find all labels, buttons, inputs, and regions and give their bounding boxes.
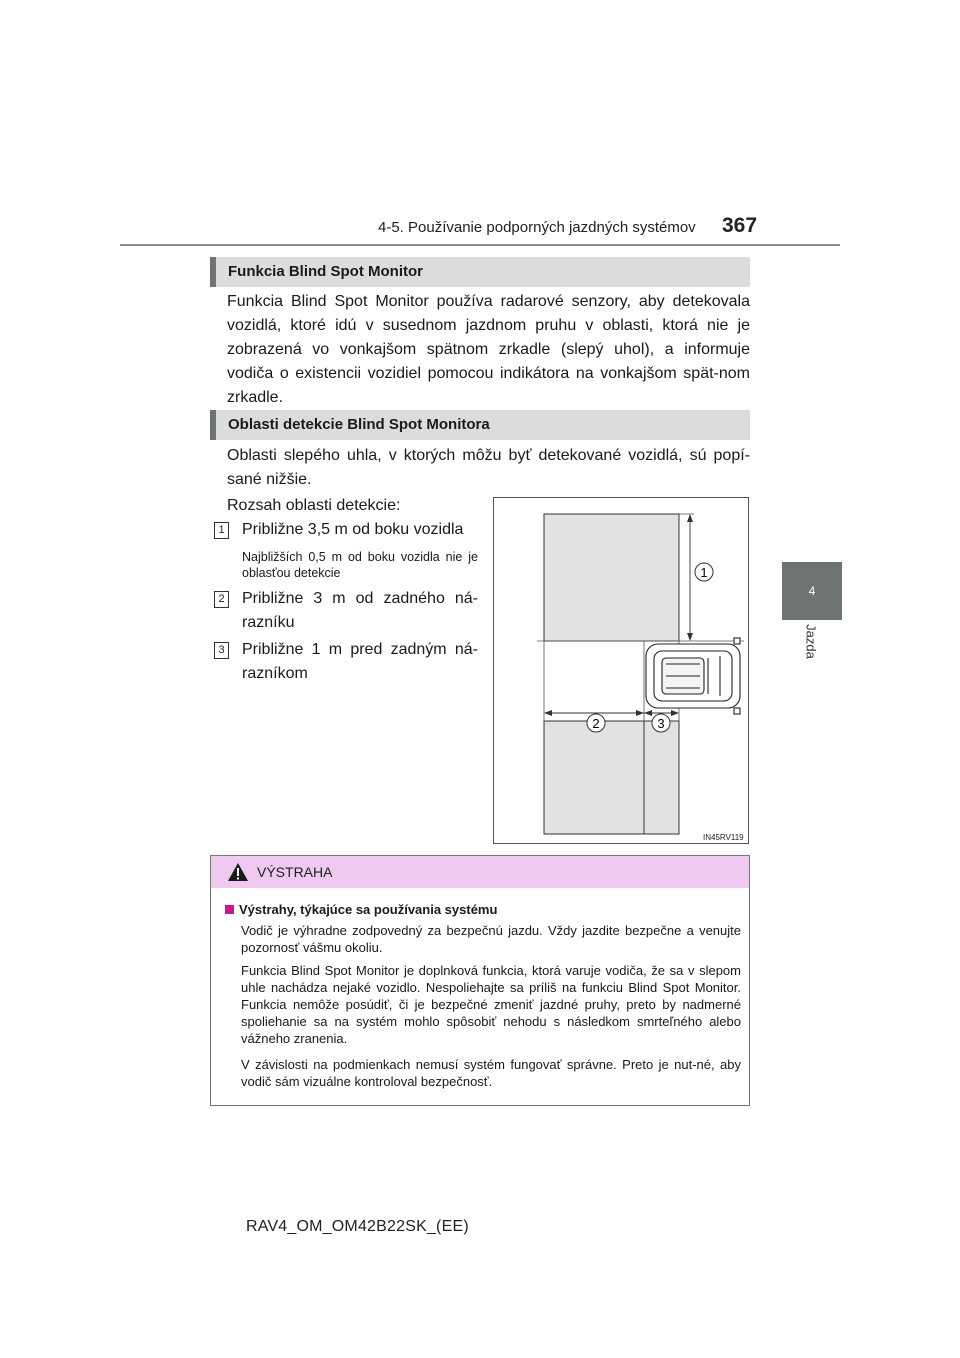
detection-area-diagram	[494, 498, 748, 843]
bullet-square-icon	[225, 905, 234, 914]
list-item-1-text: Približne 3,5 m od boku vozidla	[242, 521, 464, 538]
detection-intro: Rozsah oblasti detekcie:	[227, 497, 401, 514]
chapter-label: Jazda	[803, 624, 819, 659]
list-item-1-note: Najbližších 0,5 m od boku vozidla nie je oblasťou detekcie	[242, 550, 478, 580]
list-item-3-number	[214, 640, 229, 659]
warning-paragraph-2: Funkcia Blind Spot Monitor je doplnková funkcia, ktorá varuje vodiča, že sa v slepom uhle nachádza nejaké vozidlo. Nespoliehajte sa príliš na funkciu Blind Spot Monitor. Funkcia nemôže posúdiť, či je bezpečné zmeniť jazdné pruhy, preto by nadmerné spoliehanie sa na systém mohlo spôsobiť nehodu s následkom smrteľného alebo vážneho zranenia.	[241, 963, 741, 1046]
warning-paragraph-1: Vodič je výhradne zodpovedný za bezpečnú jazdu. Vždy jazdite bezpečne a venujte pozornosť vášmu okoliu.	[241, 923, 741, 955]
callout-3	[652, 714, 670, 732]
callout-1	[695, 563, 713, 581]
list-item-1-number	[214, 520, 229, 539]
section-heading-blind-spot-monitor: Funkcia Blind Spot Monitor	[210, 257, 750, 287]
list-item-2-number	[214, 589, 229, 608]
section-text-blind-spot-monitor: Funkcia Blind Spot Monitor používa radarové senzory, aby detekovala vozidlá, ktoré idú v susednom jazdnom pruhu v oblasti, ktorá nie je zobrazená vo vonkajšom spätnom zrkadle (slepý uhol), a informuje vodiča o existencii vozidiel pomocou indikátora na vonkajšom spät-nom zrkadle.	[227, 293, 750, 406]
warning-box	[210, 855, 750, 1106]
figure-code: IN45RV119	[703, 833, 744, 842]
footer-doc-code: RAV4_OM_OM42B22SK_(EE)	[246, 1218, 469, 1235]
callout-2	[587, 714, 605, 732]
section-heading-detection-areas: Oblasti detekcie Blind Spot Monitora	[210, 410, 750, 440]
header-rule	[120, 244, 840, 246]
list-item-3-text: Približne 1 m pred zadným ná-razníkom	[242, 641, 478, 682]
warning-subtitle	[225, 902, 497, 917]
page-number: 367	[722, 214, 758, 237]
warning-subtitle-text: Výstrahy, týkajúce sa používania systému	[239, 902, 498, 917]
zone-side	[544, 514, 679, 641]
header-section-title: 4-5. Používanie podporných jazdných systémov	[378, 219, 696, 236]
item-number-badge: 3	[214, 642, 229, 659]
item-number-badge: 2	[214, 591, 229, 608]
callout-label: 2	[592, 716, 600, 731]
list-item-2-text: Približne 3 m od zadného ná-razníku	[242, 590, 478, 631]
car-top-view	[646, 638, 740, 714]
chapter-number: 4	[808, 584, 816, 598]
section-text-detection-areas: Oblasti slepého uhla, v ktorých môžu byť detekované vozidlá, sú popí-sané nižšie.	[227, 447, 750, 488]
item-number-badge: 1	[214, 522, 229, 539]
warning-triangle-icon	[227, 862, 249, 882]
warning-header	[211, 856, 749, 888]
zone-rear	[544, 721, 679, 834]
warning-title: VÝSTRAHA	[257, 864, 333, 880]
detection-area-figure	[493, 497, 749, 844]
warning-paragraph-3: V závislosti na podmienkach nemusí systém fungovať správne. Preto je nut-né, aby vodič sám vizuálne kontroloval bezpečnosť.	[241, 1057, 741, 1089]
callout-label: 3	[657, 716, 665, 731]
callout-label: 1	[700, 565, 708, 580]
